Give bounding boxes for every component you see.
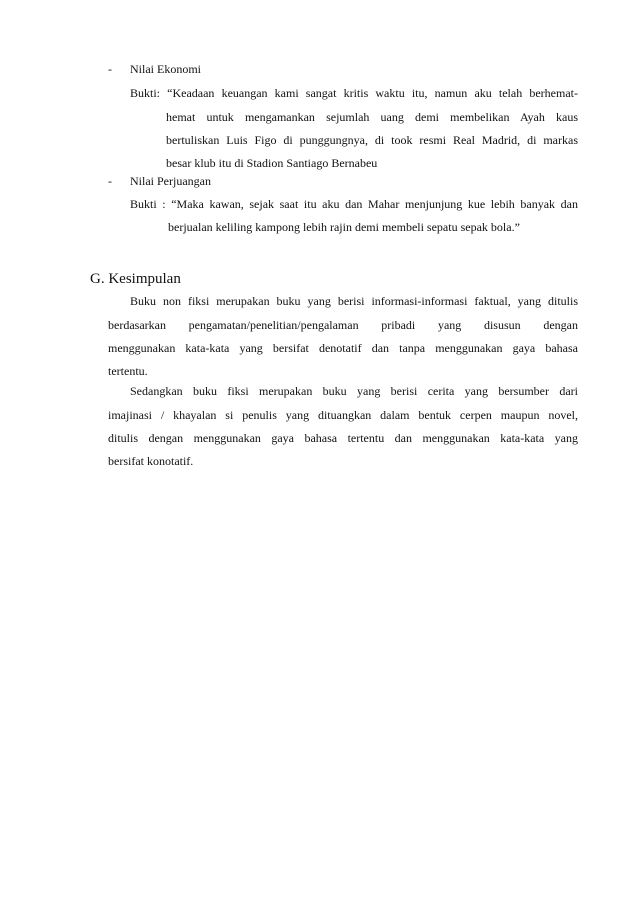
bullet-dash: -: [108, 62, 112, 76]
paragraph-line: ditulis dengan menggunakan gaya bahasa tertentu dan menggunakan kata-kata yang: [108, 431, 578, 445]
value-title-struggle: Nilai Perjuangan: [130, 174, 211, 188]
value-title-economy: Nilai Ekonomi: [130, 62, 201, 76]
proof-line: besar klub itu di Stadion Santiago Bernabeu: [166, 156, 378, 170]
paragraph-line: menggunakan kata-kata yang bersifat denotatif dan tanpa menggunakan gaya bahasa: [108, 341, 578, 355]
proof-line: bertuliskan Luis Figo di punggungnya, di took resmi Real Madrid, di markas: [166, 133, 578, 147]
proof-line: hemat untuk mengamankan sejumlah uang demi membelikan Ayah kaus: [166, 110, 578, 124]
paragraph-line: berdasarkan pengamatan/penelitian/pengalaman pribadi yang disusun dengan: [108, 318, 578, 332]
paragraph-line: Buku non fiksi merupakan buku yang berisi informasi-informasi faktual, yang ditulis: [130, 294, 578, 308]
paragraph-line: bersifat konotatif.: [108, 454, 194, 468]
proof-line: berjualan keliling kampong lebih rajin demi membeli sepatu sepak bola.”: [168, 220, 520, 234]
proof-line: Bukti: “Keadaan keuangan kami sangat kritis waktu itu, namun aku telah berhemat-: [130, 86, 578, 100]
bullet-dash: -: [108, 174, 112, 188]
paragraph-line: tertentu.: [108, 364, 148, 378]
proof-line: Bukti : “Maka kawan, sejak saat itu aku dan Mahar menjunjung kue lebih banyak dan: [130, 197, 578, 211]
paragraph-line: Sedangkan buku fiksi merupakan buku yang berisi cerita yang bersumber dari: [130, 384, 578, 398]
paragraph-line: imajinasi / khayalan si penulis yang dituangkan dalam bentuk cerpen maupun novel,: [108, 408, 578, 422]
section-heading: G. Kesimpulan: [90, 271, 181, 287]
